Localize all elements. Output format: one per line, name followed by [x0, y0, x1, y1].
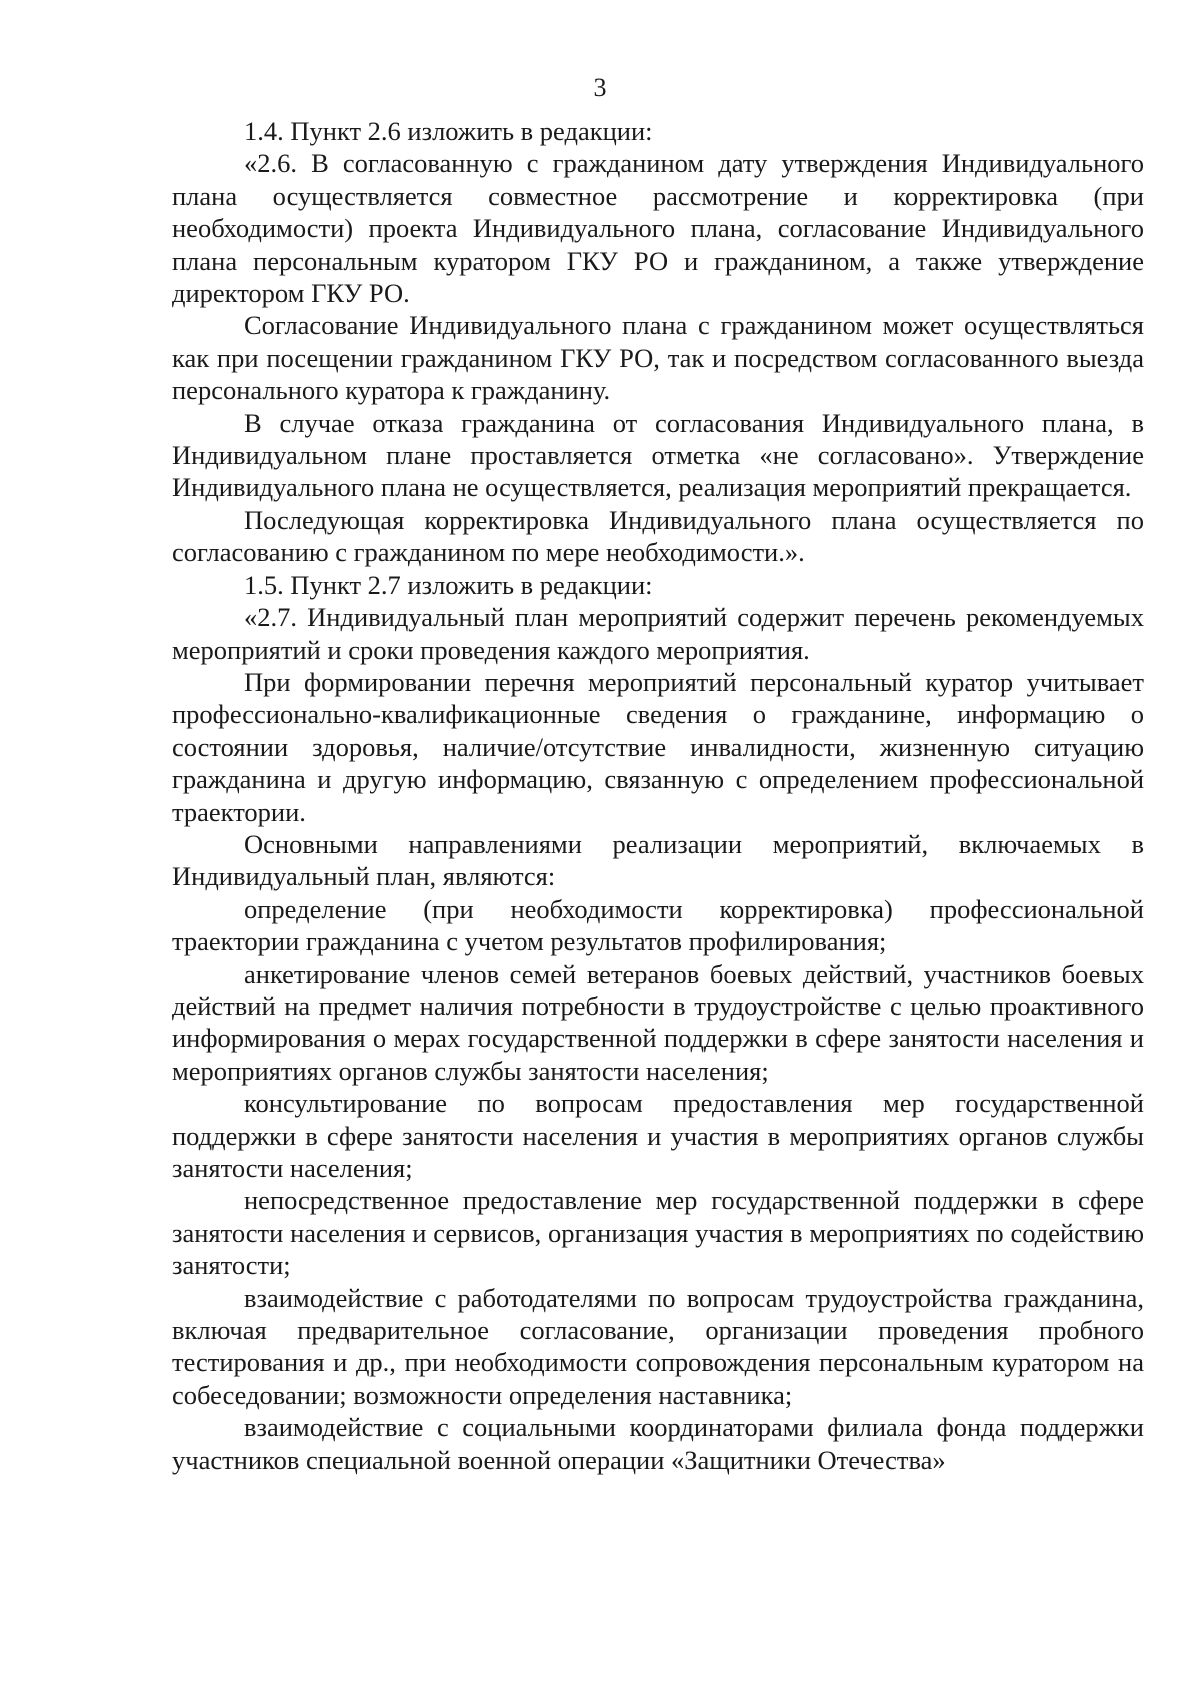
list-item-employers: взаимодействие с работодателями по вопросам трудоустройства гражданина, включая предварительное согласование, организации проведения пробного тестирования и др., при необходимости сопровождения персональным куратором на собеседовании; возможности определения наставника;: [172, 1282, 1144, 1410]
paragraph-clause-2-7: «2.7. Индивидуальный план мероприятий содержит перечень рекомендуемых мероприятий и сроки проведения каждого мероприятия.: [172, 602, 1144, 665]
paragraph-forming-list: При формировании перечня мероприятий персональный куратор учитывает профессионально-квалификационные сведения о гражданине, информацию о состоянии здоровья, наличие/отсутствие инвалидности, жизненную ситуацию гражданина и другую информацию, связанную с определением профессиональной траектории.: [172, 666, 1144, 827]
list-item-coordinators: взаимодействие с социальными координаторами филиала фонда поддержки участников специальной военной операции «Защитники Отечества»: [172, 1412, 1144, 1475]
paragraph-clause-1-4: 1.4. Пункт 2.6 изложить в редакции:: [244, 116, 653, 146]
page-number: 3: [593, 73, 607, 102]
paragraph-subsequent-correction: Последующая корректировка Индивидуального плана осуществляется по согласованию с гражданином по мере необходимости.».: [172, 504, 1144, 568]
list-item-direct-support: непосредственное предоставление мер государственной поддержки в сфере занятости населения и сервисов, организация участия в мероприятиях по содействию занятости;: [172, 1185, 1144, 1281]
list-item-survey: анкетирование членов семей ветеранов боевых действий, участников боевых действий на предмет наличия потребности в трудоустройстве с целью проактивного информирования о мерах государственной поддержки в сфере занятости населения и мероприятиях органов службы занятости населения;: [172, 958, 1144, 1086]
paragraph-plan-approval: Согласование Индивидуального плана с гражданином может осуществляться как при посещении гражданином ГКУ РО, так и посредством согласованного выезда персонального куратора к гражданину.: [172, 310, 1144, 406]
paragraph-clause-2-6: «2.6. В согласованную с гражданином дату утверждения Индивидуального плана осуществляется совместное рассмотрение и корректировка (при необходимости) проекта Индивидуального плана, согласование Индивидуального плана персональным куратором ГКУ РО и гражданином, а также утверждение директором ГКУ РО.: [172, 148, 1144, 309]
paragraph-clause-1-5: 1.5. Пункт 2.7 изложить в редакции:: [244, 569, 653, 600]
document-body: [172, 115, 1144, 1476]
list-item-trajectory: определение (при необходимости корректировка) профессиональной траектории гражданина с учетом результатов профилирования;: [172, 893, 1144, 957]
paragraph-main-directions: Основными направлениями реализации мероприятий, включаемых в Индивидуальный план, являются:: [172, 828, 1144, 892]
list-item-consulting: консультирование по вопросам предоставления мер государственной поддержки в сфере занятости населения и участия в мероприятиях органов службы занятости населения;: [172, 1088, 1144, 1183]
paragraph-refusal: В случае отказа гражданина от согласования Индивидуального плана, в Индивидуальном плане проставляется отметка «не согласовано». Утверждение Индивидуального плана не осуществляется, реализация мероприятий прекращается.: [172, 407, 1144, 503]
